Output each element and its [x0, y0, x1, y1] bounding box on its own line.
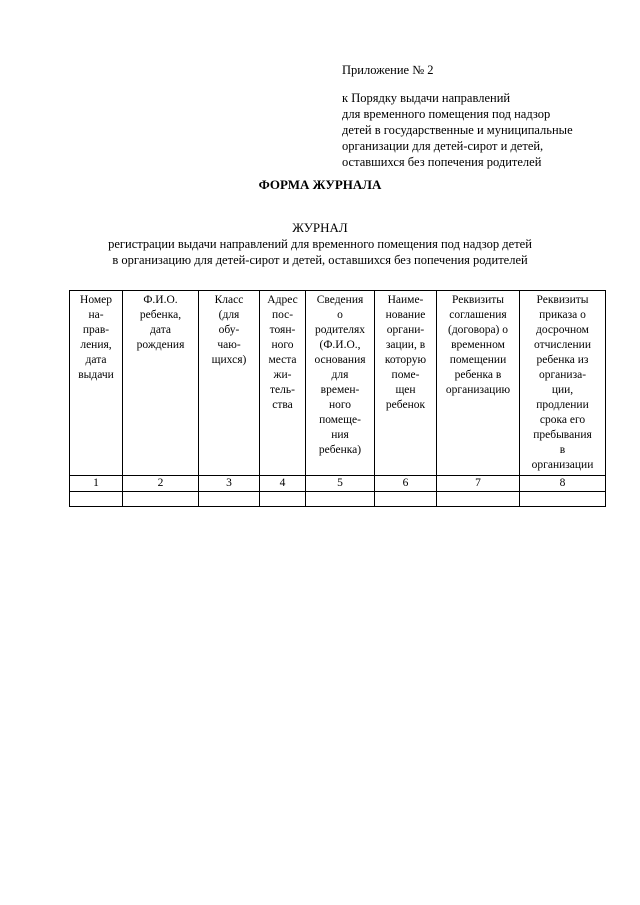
table-cell [260, 492, 306, 507]
appendix-line: оставшихся без попечения родителей [342, 155, 542, 169]
column-number: 3 [199, 476, 260, 492]
journal-table [69, 290, 606, 507]
table-cell [199, 492, 260, 507]
journal-subtitle-line: регистрации выдачи направлений для временного помещения под надзор детей [108, 237, 532, 251]
appendix-line: для временного помещения под надзор [342, 107, 551, 121]
appendix-line: детей в государственные и муниципальные [342, 123, 573, 137]
column-number: 5 [306, 476, 375, 492]
column-number: 4 [260, 476, 306, 492]
journal-subtitle [60, 236, 580, 268]
column-number: 6 [375, 476, 437, 492]
column-number: 8 [520, 476, 606, 492]
header-cell: Ф.И.О. ребенка, дата рождения [123, 291, 199, 476]
header-cell: Номер на- прав- ления, дата выдачи [70, 291, 123, 476]
column-number: 1 [70, 476, 123, 492]
table-cell [375, 492, 437, 507]
column-number-row [70, 476, 606, 492]
table-header-row [70, 291, 606, 476]
column-number: 2 [123, 476, 199, 492]
table-cell [306, 492, 375, 507]
table-cell [520, 492, 606, 507]
appendix-block [342, 62, 632, 170]
table-cell [70, 492, 123, 507]
form-title: ФОРМА ЖУРНАЛА [258, 177, 382, 192]
table-row [70, 492, 606, 507]
table-cell [437, 492, 520, 507]
header-cell: Наиме- нование органи- зации, в которую поме- щен ребенок [375, 291, 437, 476]
journal-title: ЖУРНАЛ [292, 220, 348, 235]
header-cell: Реквизиты приказа о досрочном отчислении ребенка из организа- ции, продлении срока его пребывания в организации [520, 291, 606, 476]
header-cell: Реквизиты соглашения (договора) о временном помещении ребенка в организацию [437, 291, 520, 476]
table-cell [123, 492, 199, 507]
column-number: 7 [437, 476, 520, 492]
appendix-line: к Порядку выдачи направлений [342, 91, 511, 105]
journal-subtitle-line: в организацию для детей-сирот и детей, оставшихся без попечения родителей [112, 253, 528, 267]
header-cell: Сведения о родителях (Ф.И.О., основания для времен- ного помеще- ния ребенка) [306, 291, 375, 476]
appendix-number: Приложение № 2 [342, 63, 434, 77]
appendix-line: организации для детей-сирот и детей, [342, 139, 544, 153]
header-cell: Класс (для обу- чаю- щихся) [199, 291, 260, 476]
header-cell: Адрес пос- тоян- ного места жи- тель- ства [260, 291, 306, 476]
